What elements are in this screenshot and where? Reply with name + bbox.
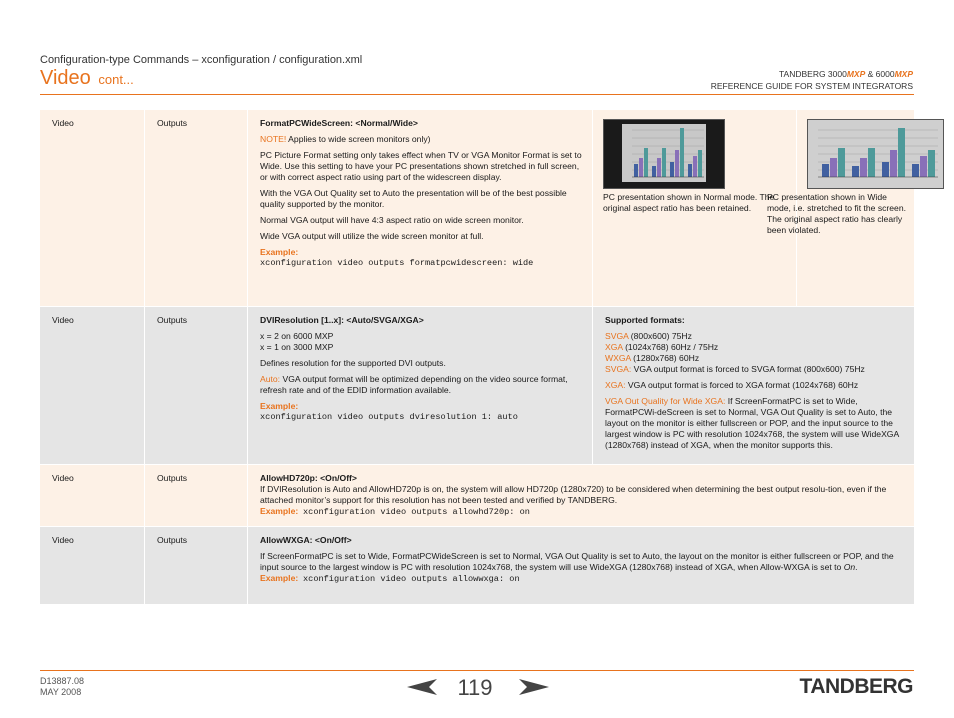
description-cell bbox=[248, 465, 914, 526]
header-divider bbox=[40, 94, 914, 95]
format-line: SVGA (800x600) 75Hz bbox=[605, 331, 692, 341]
paragraph: Defines resolution for the supported DVI outputs. bbox=[260, 358, 446, 368]
category-cell: Video bbox=[40, 110, 144, 306]
description-cell bbox=[248, 110, 592, 306]
brand-line-b: REFERENCE GUIDE FOR SYSTEM INTEGRATORS bbox=[710, 81, 913, 91]
example-line: Example: xconfiguration video outputs allowwxga: on bbox=[260, 573, 520, 584]
subcategory-cell: Outputs bbox=[145, 527, 247, 604]
example-code: xconfiguration video outputs dviresolution 1: auto bbox=[260, 412, 518, 422]
description-cell bbox=[248, 307, 592, 464]
range-line: x = 2 on 6000 MXP bbox=[260, 331, 334, 341]
breadcrumb: Configuration-type Commands – xconfiguration / configuration.xml bbox=[40, 54, 363, 66]
category-cell: Video bbox=[40, 307, 144, 464]
paragraph: If ScreenFormatPC is set to Wide, FormatPCWideScreen is set to Normal, VGA Out Quality is set to Auto, the layout on the monitor is either fullscreen or POP, and the input source to the largest window is PC with resolution 1024x768, the system will use WideXGA (1280x768) instead of XGA, when Allow-WXGA is set to On. bbox=[260, 551, 894, 572]
table-row bbox=[40, 307, 914, 464]
doc-date: MAY 2008 bbox=[40, 687, 82, 697]
note-text: NOTE! Applies to wide screen monitors only) bbox=[260, 134, 431, 144]
format-line: XGA: VGA output format is forced to XGA format (1024x768) 60Hz bbox=[605, 380, 859, 390]
page-title-cont: cont... bbox=[98, 72, 134, 87]
paragraph: If DVIResolution is Auto and AllowHD720p is on, the system will allow HD720p (1280x720) to be considered when determining the best output resolu-tion, even if the attached monitor’s support for this resolution has not been tested and verified by TANDBERG. bbox=[260, 484, 887, 505]
paragraph: Wide VGA output will utilize the wide screen monitor at full. bbox=[260, 231, 484, 241]
page-title bbox=[40, 66, 134, 92]
subcategory-cell: Outputs bbox=[145, 307, 247, 464]
paragraph: Auto: VGA output format will be optimized depending on the video source format, refresh rate and of the EDID information available. bbox=[260, 374, 568, 395]
paragraph: Normal VGA output will have 4:3 aspect ratio on wide screen monitor. bbox=[260, 215, 524, 225]
description-cell bbox=[248, 527, 914, 604]
brand-line-a: TANDBERG 3000MXP & 6000MXP bbox=[778, 69, 913, 79]
command-heading: AllowHD720p: <On/Off> bbox=[260, 473, 357, 483]
range-line: x = 1 on 3000 MXP bbox=[260, 342, 334, 352]
normal-mode-chart-image bbox=[603, 119, 725, 189]
example-line: Example: xconfiguration video outputs allowhd720p: on bbox=[260, 506, 530, 517]
supported-formats-cell bbox=[593, 307, 914, 464]
footer-divider bbox=[40, 670, 914, 671]
subcategory-cell: Outputs bbox=[145, 465, 247, 526]
brand-header bbox=[711, 68, 913, 92]
page-number: 119 bbox=[457, 675, 493, 700]
wide-mode-chart-image bbox=[807, 119, 944, 189]
category-cell: Video bbox=[40, 465, 144, 526]
format-line: VGA Out Quality for Wide XGA: If ScreenFormatPC is set to Wide, FormatPCWi-deScreen is set to Normal, VGA Out Quality is set to Auto, the layout on the monitor is either fullscreen or POP, and the input source to the largest window is PC with resolution 1024x768, the system will use WideXGA (1280x768) instead of XGA, when the monitor supports this. bbox=[605, 396, 899, 450]
example-label: Example: bbox=[260, 401, 299, 411]
paragraph: With the VGA Out Quality set to Auto the presentation will be of the best possible quality supported by the monitor. bbox=[260, 188, 567, 209]
normal-mode-figure bbox=[593, 110, 796, 306]
supported-formats-heading: Supported formats: bbox=[605, 315, 685, 325]
command-heading: AllowWXGA: <On/Off> bbox=[260, 535, 352, 545]
example-label: Example: bbox=[260, 247, 299, 257]
command-heading: FormatPCWideScreen: <Normal/Wide> bbox=[260, 118, 418, 128]
table-row bbox=[40, 527, 914, 604]
tandberg-logo: TANDBERG bbox=[799, 675, 913, 698]
table-row bbox=[40, 465, 914, 526]
format-line: XGA (1024x768) 60Hz / 75Hz bbox=[605, 342, 719, 352]
normal-mode-caption: PC presentation shown in Normal mode. The original aspect ratio has been retained. bbox=[603, 192, 775, 213]
subcategory-cell: Outputs bbox=[145, 110, 247, 306]
category-cell: Video bbox=[40, 527, 144, 604]
format-line: SVGA: VGA output format is forced to SVGA format (800x600) 75Hz bbox=[605, 364, 865, 374]
format-line: WXGA (1280x768) 60Hz bbox=[605, 353, 700, 363]
example-code: xconfiguration video outputs formatpcwidescreen: wide bbox=[260, 258, 534, 268]
right-arrow-icon[interactable] bbox=[519, 679, 549, 700]
page-title-text: Video bbox=[40, 67, 91, 89]
command-heading: DVIResolution [1..x]: <Auto/SVGA/XGA> bbox=[260, 315, 424, 325]
doc-number: D13887.08 bbox=[40, 676, 85, 686]
wide-mode-caption: PC presentation shown in Wide mode, i.e. stretched to fit the screen. The original aspect ratio has clearly been violated. bbox=[767, 192, 907, 235]
document-id bbox=[40, 676, 84, 698]
paragraph: PC Picture Format setting only takes effect when TV or VGA Monitor Format is set to Wide. Use this setting to have your PC presentations shown stretched in full screen, or with correct aspect ratio using part of the widescreen display. bbox=[260, 150, 582, 182]
